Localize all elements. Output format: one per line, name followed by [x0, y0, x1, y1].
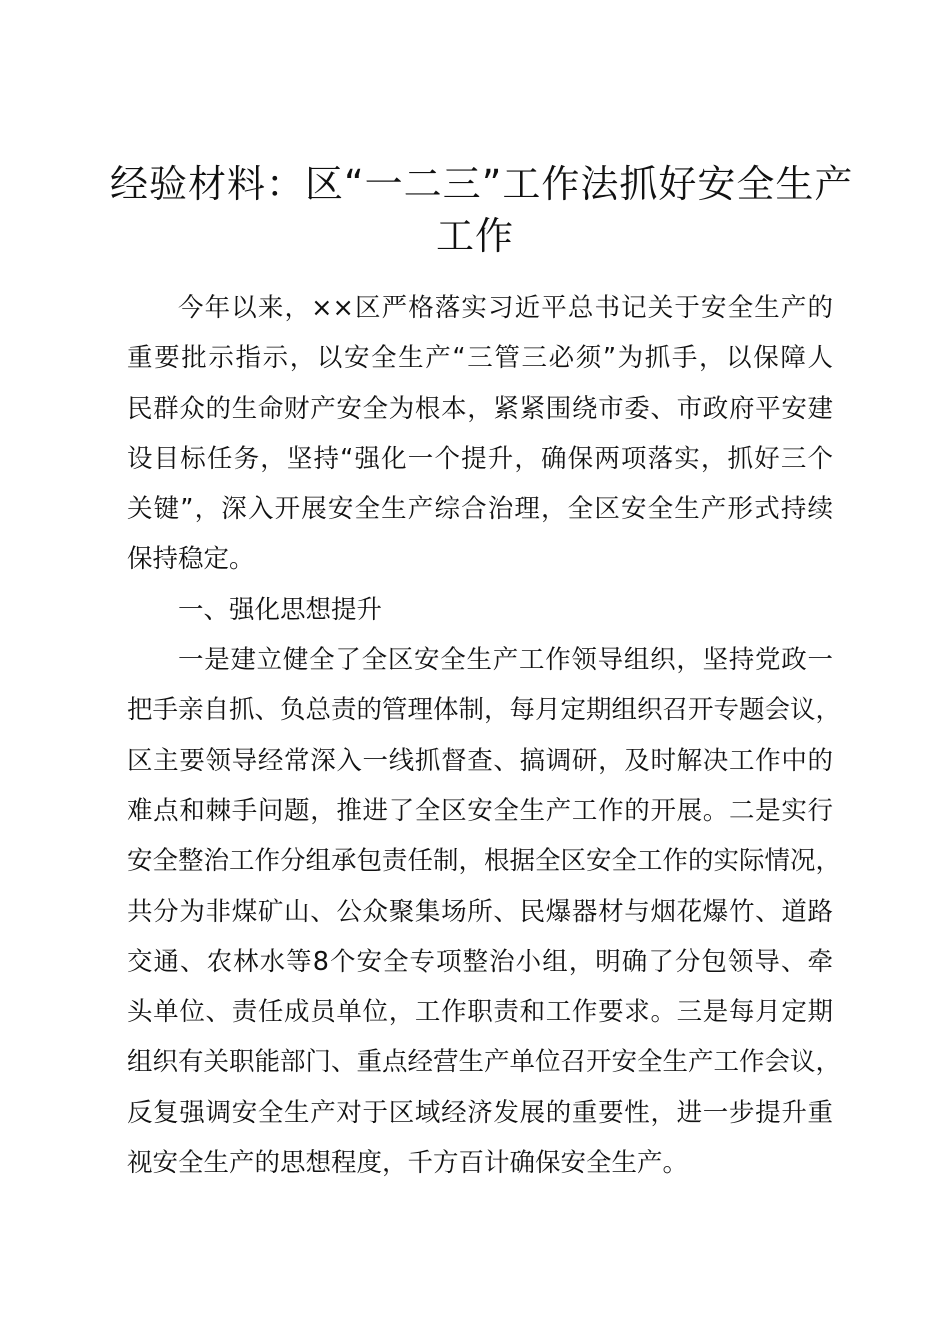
section-heading: 一、强化思想提升 — [178, 594, 383, 625]
body-line: 今年以来，××区严格落实习近平总书记关于安全生产的 — [178, 293, 833, 323]
body-line: 共分为非煤矿山、公众聚集场所、民爆器材与烟花爆竹、道路 — [127, 896, 833, 927]
body-line: 设目标任务，坚持“强化一个提升，确保两项落实，抓好三个 — [127, 443, 833, 474]
body-line: 把手亲自抓、负总责的管理体制，每月定期组织召开专题会议， — [127, 695, 842, 726]
body-line: 关键”，深入开展安全生产综合治理，全区安全生产形式持续 — [127, 494, 833, 525]
document-title — [110, 158, 854, 262]
body-line: 民群众的生命财产安全为根本，紧紧围绕市委、市政府平安建 — [127, 393, 833, 424]
title-line-2: 工作 — [435, 214, 514, 258]
document-body — [127, 283, 842, 1188]
title-line-1: 经验材料：区“一二三”工作法抓好安全生产 — [110, 162, 854, 206]
body-line: 区主要领导经常深入一线抓督查、搞调研，及时解决工作中的 — [127, 745, 833, 776]
body-line: 重要批示指示，以安全生产“三管三必须”为抓手，以保障人 — [127, 343, 833, 374]
body-line: 一是建立健全了全区安全生产工作领导组织，坚持党政一 — [178, 645, 833, 676]
body-line: 头单位、责任成员单位，工作职责和工作要求。三是每月定期 — [127, 997, 833, 1028]
body-line: 安全整治工作分组承包责任制，根据全区安全工作的实际情况， — [127, 846, 842, 877]
body-line: 难点和棘手问题，推进了全区安全生产工作的开展。二是实行 — [127, 795, 833, 826]
body-line: 保持稳定。 — [127, 544, 255, 575]
body-line: 视安全生产的思想程度，千方百计确保安全生产。 — [127, 1148, 689, 1179]
body-line: 反复强调安全生产对于区域经济发展的重要性，进一步提升重 — [127, 1097, 833, 1128]
body-line: 交通、农林水等8个安全专项整治小组，明确了分包领导、牵 — [127, 946, 833, 977]
body-line: 组织有关职能部门、重点经营生产单位召开安全生产工作会议， — [127, 1047, 842, 1078]
